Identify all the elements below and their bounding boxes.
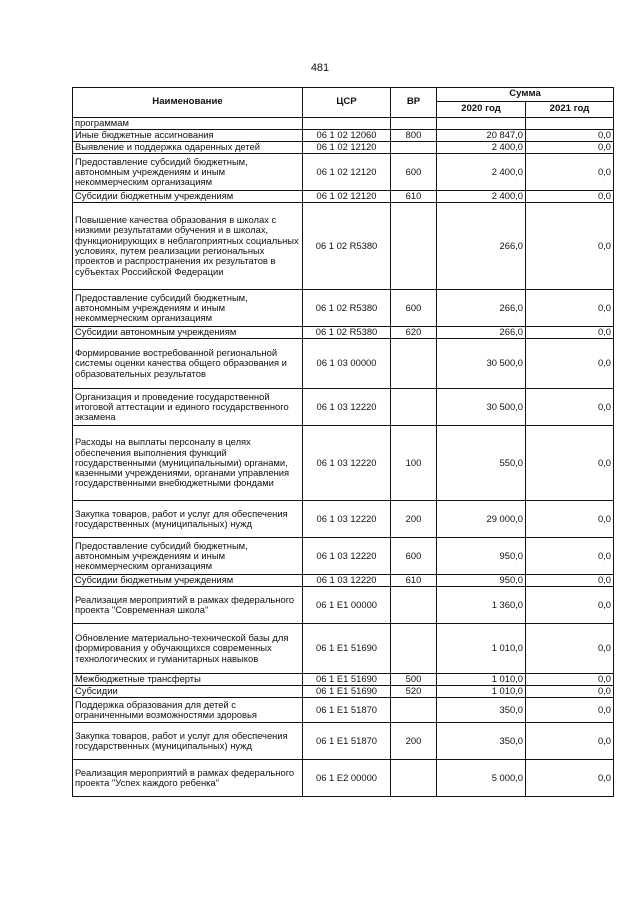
cell-vr: 500 [391,674,437,686]
cell-sum-2021: 0,0 [526,674,614,686]
cell-vr: 610 [391,191,437,203]
cell-sum-2021: 0,0 [526,587,614,624]
cell-csr: 06 1 02 R5380 [303,203,391,290]
cell-csr: 06 1 03 12220 [303,538,391,575]
cell-csr: 06 1 02 R5380 [303,327,391,339]
cell-sum-2021: 0,0 [526,290,614,327]
table-row [73,674,614,686]
cell-vr [391,339,437,389]
header-vr: ВР [391,88,437,118]
cell-sum-2021: 0,0 [526,191,614,203]
cell-sum-2021: 0,0 [526,339,614,389]
cell-vr [391,389,437,426]
cell-name: Формирование востребованной региональной системы оценки качества общего образования и образовательных результатов [73,339,303,389]
cell-sum-2020: 266,0 [437,290,526,327]
cell-name: Предоставление субсидий бюджетным, автономным учреждениям и иным некоммерческим организациям [73,538,303,575]
cell-name: программам [73,118,303,130]
cell-sum-2020: 950,0 [437,575,526,587]
table-row [73,698,614,723]
cell-sum-2021: 0,0 [526,426,614,501]
cell-csr: 06 1 03 12220 [303,389,391,426]
cell-sum-2021: 0,0 [526,575,614,587]
cell-vr [391,118,437,130]
cell-sum-2021: 0,0 [526,154,614,191]
cell-name: Иные бюджетные ассигнования [73,130,303,142]
cell-vr [391,587,437,624]
cell-name: Субсидии [73,686,303,698]
cell-csr: 06 1 E1 51690 [303,624,391,674]
cell-csr: 06 1 02 12120 [303,142,391,154]
cell-name: Субсидии бюджетным учреждениям [73,575,303,587]
table-row [73,154,614,191]
cell-csr: 06 1 E2 00000 [303,760,391,797]
cell-name: Повышение качества образования в школах с низкими результатами обучения и в школах, функционирующих в неблагоприятных социальных условиях, путем реализации региональных проектов и распространения их результатов в субъектах Российской Федерации [73,203,303,290]
cell-sum-2020: 1 010,0 [437,624,526,674]
cell-vr: 610 [391,575,437,587]
cell-name: Выявление и поддержка одаренных детей [73,142,303,154]
table-row [73,118,614,130]
cell-csr: 06 1 02 12120 [303,154,391,191]
cell-sum-2020: 2 400,0 [437,154,526,191]
cell-csr: 06 1 02 12120 [303,191,391,203]
budget-table [72,87,614,797]
cell-sum-2020: 30 500,0 [437,339,526,389]
cell-name: Предоставление субсидий бюджетным, автономным учреждениям и иным некоммерческим организациям [73,154,303,191]
table-row [73,426,614,501]
cell-name: Предоставление субсидий бюджетным, автономным учреждениям и иным некоммерческим организациям [73,290,303,327]
table-row [73,389,614,426]
cell-csr: 06 1 03 12220 [303,501,391,538]
cell-sum-2020: 350,0 [437,698,526,723]
cell-name: Закупка товаров, работ и услуг для обеспечения государственных (муниципальных) нужд [73,723,303,760]
header-year-2021: 2021 год [526,102,614,118]
table-row [73,587,614,624]
table-row [73,723,614,760]
cell-csr: 06 1 E1 51690 [303,674,391,686]
cell-csr [303,118,391,130]
cell-name: Поддержка образования для детей с ограниченными возможностями здоровья [73,698,303,723]
cell-sum-2021 [526,118,614,130]
cell-sum-2021: 0,0 [526,624,614,674]
cell-sum-2021: 0,0 [526,538,614,575]
table-row [73,130,614,142]
header-sum: Сумма [437,88,614,102]
cell-sum-2020: 266,0 [437,203,526,290]
table-row [73,290,614,327]
page-number: 481 [310,62,330,74]
cell-sum-2020: 2 400,0 [437,191,526,203]
cell-sum-2021: 0,0 [526,130,614,142]
cell-name: Межбюджетные трансферты [73,674,303,686]
cell-vr [391,203,437,290]
cell-csr: 06 1 E1 00000 [303,587,391,624]
table-row [73,760,614,797]
header-year-2020: 2020 год [437,102,526,118]
cell-vr [391,624,437,674]
cell-sum-2020: 2 400,0 [437,142,526,154]
table-body [73,118,614,797]
table-row [73,142,614,154]
cell-csr: 06 1 03 00000 [303,339,391,389]
header-name: Наименование [73,88,303,118]
cell-sum-2021: 0,0 [526,686,614,698]
table-row [73,538,614,575]
cell-csr: 06 1 03 12220 [303,575,391,587]
cell-csr: 06 1 E1 51690 [303,686,391,698]
cell-sum-2021: 0,0 [526,723,614,760]
cell-sum-2020: 5 000,0 [437,760,526,797]
cell-sum-2021: 0,0 [526,760,614,797]
cell-name: Субсидии бюджетным учреждениям [73,191,303,203]
cell-vr: 800 [391,130,437,142]
cell-name: Реализация мероприятий в рамках федерального проекта "Успех каждого ребенка" [73,760,303,797]
table-row [73,339,614,389]
cell-sum-2021: 0,0 [526,327,614,339]
header-csr: ЦСР [303,88,391,118]
cell-name: Расходы на выплаты персоналу в целях обеспечения выполнения функций государственными (муниципальными) органами, казенными учреждениями, органами управления государственными внебюджетными фондами [73,426,303,501]
cell-sum-2020: 1 010,0 [437,686,526,698]
cell-sum-2020: 350,0 [437,723,526,760]
cell-sum-2020: 1 010,0 [437,674,526,686]
cell-sum-2021: 0,0 [526,203,614,290]
cell-sum-2021: 0,0 [526,698,614,723]
cell-sum-2020: 20 847,0 [437,130,526,142]
cell-vr: 620 [391,327,437,339]
cell-name: Субсидии автономным учреждениям [73,327,303,339]
cell-name: Закупка товаров, работ и услуг для обеспечения государственных (муниципальных) нужд [73,501,303,538]
cell-vr: 600 [391,290,437,327]
cell-vr: 600 [391,154,437,191]
cell-vr: 520 [391,686,437,698]
cell-csr: 06 1 02 R5380 [303,290,391,327]
cell-sum-2020: 266,0 [437,327,526,339]
cell-vr [391,698,437,723]
table-row [73,686,614,698]
table-row [73,191,614,203]
cell-name: Обновление материально-технической базы для формирования у обучающихся современных технологических и гуманитарных навыков [73,624,303,674]
cell-sum-2020: 30 500,0 [437,389,526,426]
cell-sum-2021: 0,0 [526,501,614,538]
table-row [73,501,614,538]
cell-sum-2020: 1 360,0 [437,587,526,624]
cell-vr: 200 [391,723,437,760]
cell-sum-2020: 550,0 [437,426,526,501]
cell-sum-2020 [437,118,526,130]
cell-name: Организация и проведение государственной итоговой аттестации и единого государственного экзамена [73,389,303,426]
cell-sum-2020: 950,0 [437,538,526,575]
table-row [73,203,614,290]
cell-vr [391,142,437,154]
cell-name: Реализация мероприятий в рамках федерального проекта "Современная школа" [73,587,303,624]
cell-csr: 06 1 03 12220 [303,426,391,501]
cell-vr: 200 [391,501,437,538]
cell-sum-2020: 29 000,0 [437,501,526,538]
table-row [73,575,614,587]
cell-csr: 06 1 E1 51870 [303,698,391,723]
cell-csr: 06 1 02 12060 [303,130,391,142]
table-row [73,327,614,339]
table-row [73,624,614,674]
cell-csr: 06 1 E1 51870 [303,723,391,760]
cell-vr [391,760,437,797]
cell-vr: 600 [391,538,437,575]
cell-vr: 100 [391,426,437,501]
cell-sum-2021: 0,0 [526,389,614,426]
cell-sum-2021: 0,0 [526,142,614,154]
